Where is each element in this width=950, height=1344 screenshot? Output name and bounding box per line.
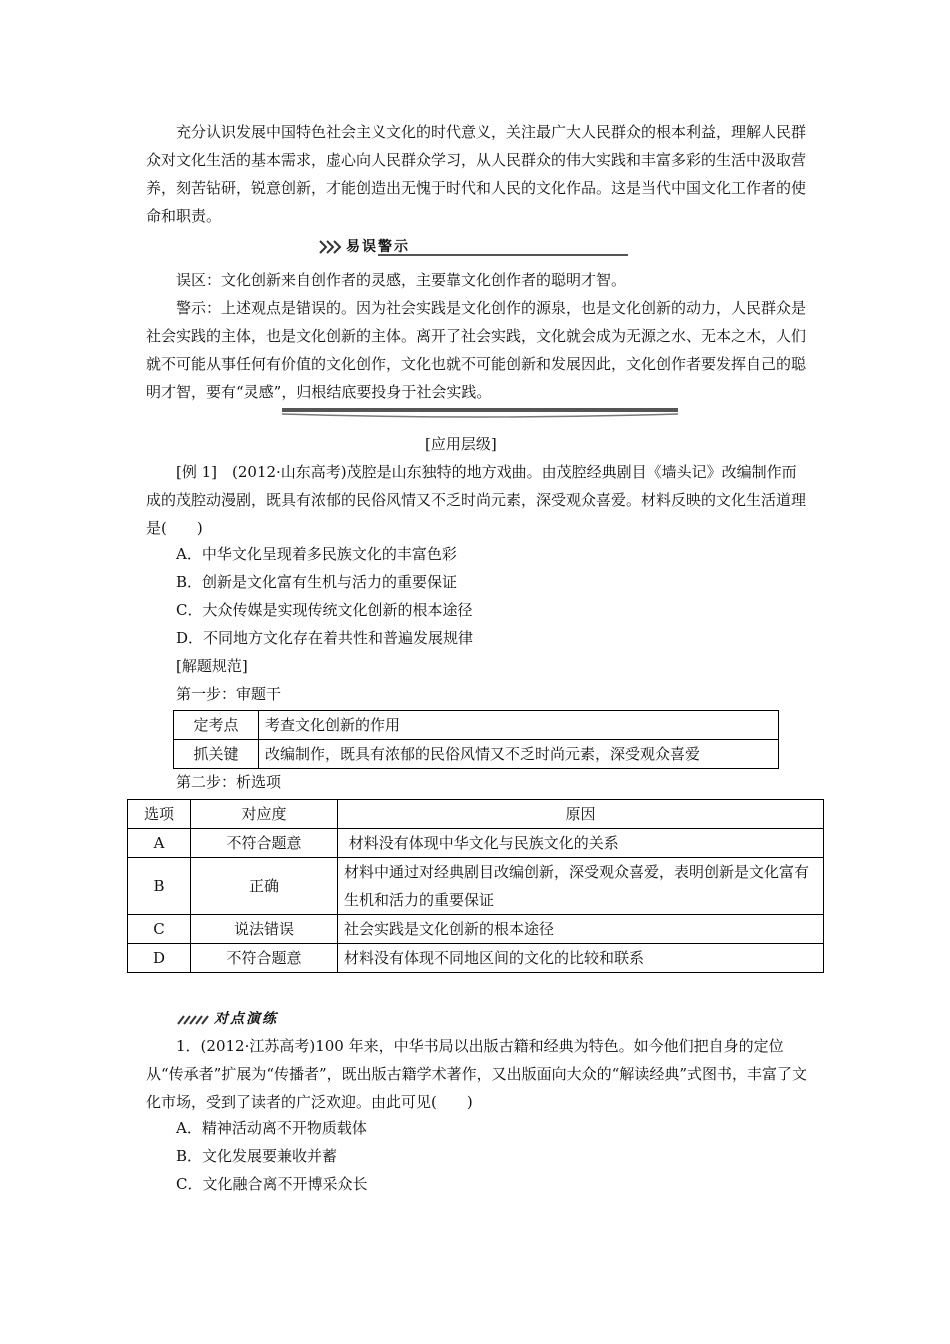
solution-norm-title: [解题规范] [176,657,248,675]
warning-misconception: 误区：文化创新来自创作者的灵感，主要靠文化创作者的聪明才智。 [176,271,627,289]
cell-reason: 材料中通过对经典剧目改编创新，深受观众喜爱，表明创新是文化富有生机和活力的重要保证 [338,858,824,915]
cell-fit: 说法错误 [191,915,338,944]
table-header-row [128,800,824,829]
example-stem: [例 1] (2012·山东高考)茂腔是山东独特的地方戏曲。由茂腔经典剧目《墙头记》改编制作而成的茂腔动漫剧，既具有浓郁的民俗风情又不乏时尚元素，深受观众喜爱。材料反映的文化生活道理是( ) [146,463,807,537]
cell-option: C [128,915,191,944]
example-option-c: C．大众传媒是实现传统文化创新的根本途径 [176,601,473,619]
intro-paragraph: 充分认识发展中国特色社会主义文化的时代意义，关注最广大人民群众的根本利益，理解人民群众对文化生活的基本需求，虚心向人民群众学习，从人民群众的伟大实践和丰富多彩的生活中汲取营养，刻苦钻研，锐意创新，才能创造出无愧于时代和人民的文化作品。这是当代中国文化工作者的使命和职责。 [146,123,807,225]
step2-title: 第二步：析选项 [176,773,282,791]
practice-title: 对点演练 [214,1011,278,1027]
warning-title: 易误警示 [346,239,410,255]
q1-option-b: B．文化发展要兼收并蓄 [176,1147,338,1165]
warning-bottom-divider [280,406,680,420]
table-row [128,829,824,858]
header-option: 选项 [128,800,191,829]
section-title: [应用层级] [425,435,497,453]
cell-fit: 正确 [191,858,338,915]
header-fit: 对应度 [191,800,338,829]
table-row [128,858,824,915]
step1-label: 定考点 [174,711,259,740]
q1-option-a: A．精神活动离不开物质载体 [176,1119,367,1137]
table-row [128,915,824,944]
cell-option: B [128,858,191,915]
warning-banner [318,236,630,258]
step1-content: 改编制作，既具有浓郁的民俗风情又不乏时尚元素，深受观众喜爱 [259,740,779,769]
table-row [174,711,779,740]
step2-table [127,799,824,973]
cell-reason: 社会实践是文化创新的根本途径 [338,915,824,944]
cell-reason: 材料没有体现中华文化与民族文化的关系 [338,829,824,858]
warning-correction: 警示：上述观点是错误的。因为社会实践是文化创作的源泉，也是文化创新的动力，人民群众是社会实践的主体，也是文化创新的主体。离开了社会实践，文化就会成为无源之水、无本之木，人们就不可能从事任何有价值的文化创作，文化也就不可能创新和发展因此，文化创作者要发挥自己的聪明才智，要有“灵感”，归根结底要投身于社会实践。 [146,299,807,401]
cell-option: A [128,829,191,858]
q1-option-c: C．文化融合离不开博采众长 [176,1175,368,1193]
step1-label: 抓关键 [174,740,259,769]
practice-decoration-icon [176,1014,216,1026]
example-option-b: B．创新是文化富有生机与活力的重要保证 [176,573,458,591]
cell-fit: 不符合题意 [191,944,338,973]
example-option-a: A．中华文化呈现着多民族文化的丰富色彩 [176,545,457,563]
table-row [174,740,779,769]
cell-option: D [128,944,191,973]
table-row [128,944,824,973]
cell-reason: 材料没有体现不同地区间的文化的比较和联系 [338,944,824,973]
step1-table [173,710,779,769]
cell-fit: 不符合题意 [191,829,338,858]
step1-content: 考查文化创新的作用 [259,711,779,740]
header-reason: 原因 [338,800,824,829]
example-option-d: D．不同地方文化存在着共性和普遍发展规律 [176,629,474,647]
step1-title: 第一步：审题干 [176,685,282,703]
q1-stem: 1．(2012·江苏高考)100 年来，中华书局以出版古籍和经典为特色。如今他们把自身的定位从“传承者”扩展为“传播者”，既出版古籍学术著作，又出版面向大众的“解读经典”式图书，丰富了文化市场，受到了读者的广泛欢迎。由此可见( ) [146,1037,808,1111]
practice-banner [176,1008,296,1030]
